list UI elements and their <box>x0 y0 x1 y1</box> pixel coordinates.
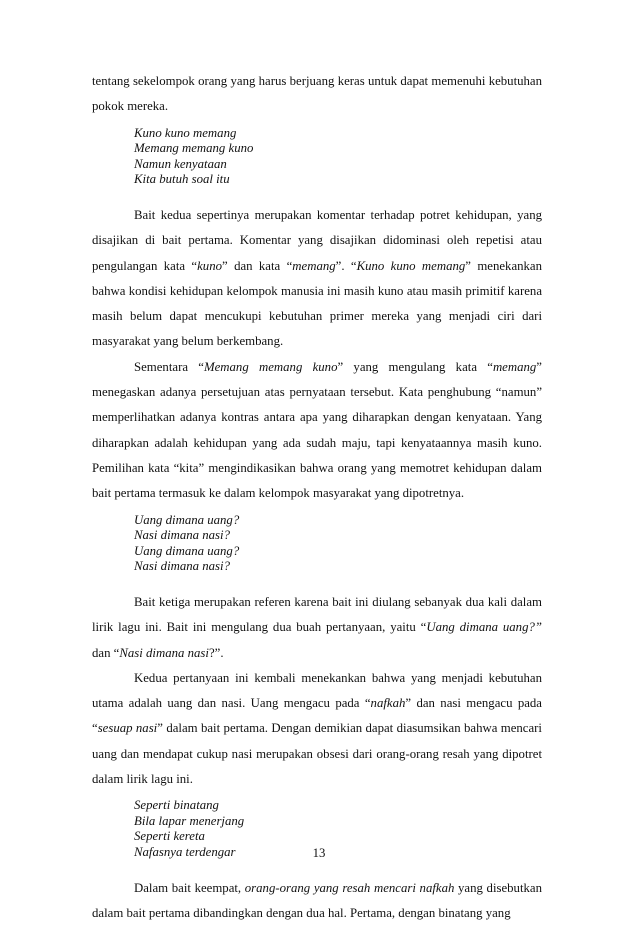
paragraph-bait-ketiga: Bait ketiga merupakan referen karena bait ini diulang sebanyak dua kali dalam lirik lagu ini. Bait ini mengulang dua buah pertanyaan, yaitu “Uang dimana uang?” dan “Nasi dimana nasi?”. <box>92 594 542 660</box>
poem-stanza-3 <box>134 513 542 575</box>
poem-line: Nasi dimana nasi? <box>134 528 230 543</box>
paragraph-bait-kedua: Bait kedua sepertinya merupakan komentar terhadap potret kehidupan, yang disajikan di bait pertama. Komentar yang disajikan didominasi oleh repetisi atau pengulangan kata “kuno” dan kata “memang”. “Kuno kuno memang” menekankan bahwa kondisi kehidupan kelompok manusia ini masih kuno atau masih primitif karena masih belum dapat mencukupi kebutuhan primer mereka yang menjadi ciri dari masyarakat yang belum berkembang. <box>92 207 542 349</box>
poem-line: Uang dimana uang? <box>134 543 240 558</box>
poem-line: Memang memang kuno <box>134 141 254 156</box>
poem-line: Seperti binatang <box>134 798 219 813</box>
poem-stanza-2 <box>134 126 542 188</box>
page-body <box>92 69 542 926</box>
paragraph-bait-keempat: Dalam bait keempat, orang-orang yang resah mencari nafkah yang disebutkan dalam bait pertama dibandingkan dengan dua hal. Pertama, dengan binatang yang <box>92 880 542 920</box>
poem-line: Uang dimana uang? <box>134 512 240 527</box>
poem-line: Bila lapar menerjang <box>134 813 245 828</box>
paragraph-sementara: Sementara “Memang memang kuno” yang mengulang kata “memang” menegaskan adanya persetujuan atas pernyataan tersebut. Kata penghubung “namun” memperlihatkan adanya kontras antara apa yang diharapkan dengan kenyataan. Yang diharapkan adalah kehidupan yang ada sudah maju, tapi kenyataannya masih kuno. Pemilihan kata “kita” mengindikasikan bahwa orang yang memotret kehidupan dalam bait pertama termasuk ke dalam kelompok masyarakat yang dipotretnya. <box>92 359 542 501</box>
paragraph-continuation: tentang sekelompok orang yang harus berjuang keras untuk dapat memenuhi kebutuhan pokok mereka. <box>92 74 542 114</box>
page-number: 13 <box>312 846 326 860</box>
poem-line: Nafasnya terdengar <box>134 845 236 860</box>
poem-line: Seperti kereta <box>134 829 205 844</box>
poem-line: Nasi dimana nasi? <box>134 559 230 574</box>
poem-line: Kita butuh soal itu <box>134 172 230 187</box>
paragraph-kedua-pertanyaan: Kedua pertanyaan ini kembali menekankan bahwa yang menjadi kebutuhan utama adalah uang dan nasi. Uang mengacu pada “nafkah” dan nasi mengacu pada “sesuap nasi” dalam bait pertama. Dengan demikian dapat diasumsikan bahwa mencari uang dan mendapat cukup nasi merupakan obsesi dari orang-orang resah yang dipotret dalam lirik lagu ini. <box>92 670 542 786</box>
poem-line: Kuno kuno memang <box>134 125 237 140</box>
poem-line: Namun kenyataan <box>134 156 227 171</box>
